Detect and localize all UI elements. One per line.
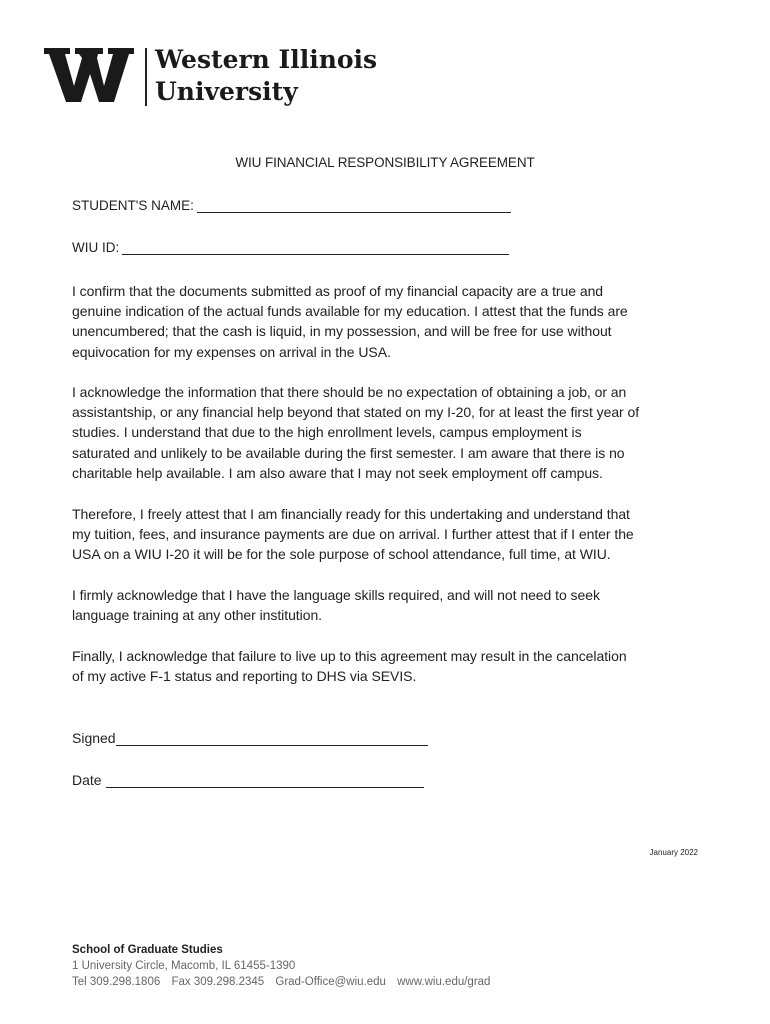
- student-name-blank[interactable]: [197, 200, 511, 213]
- wiu-id-label: WIU ID:: [72, 240, 120, 255]
- paragraph-line: I confirm that the documents submitted as proof of my financial capacity are a true and: [72, 283, 604, 299]
- paragraph-line: equivocation for my expenses on arrival in the USA.: [72, 343, 391, 360]
- signature-field[interactable]: [72, 730, 428, 746]
- logo-divider: [145, 48, 147, 106]
- paragraph-line: charitable help available. I am also aware that I may not seek employment off campus.: [72, 464, 603, 481]
- paragraph-line: studies. I understand that due to the high enrollment levels, campus employment is: [72, 424, 582, 441]
- footer-phone: Tel 309.298.1806: [72, 976, 161, 988]
- paragraph-line: I acknowledge the information that there should be no expectation of obtaining a job, or an: [72, 384, 627, 400]
- paragraph-line: USA on a WIU I-20 it will be for the sole purpose of school attendance, full time, at WIU.: [72, 546, 611, 563]
- footer-fax: Fax 309.298.2345: [171, 976, 265, 988]
- revision-date: January 2022: [649, 848, 698, 857]
- paragraph-line: genuine indication of the actual funds available for my education. I attest that the funds are: [72, 303, 628, 320]
- paragraph-line: I firmly acknowledge that I have the language skills required, and will not need to seek: [72, 587, 600, 603]
- signed-label: Signed: [72, 730, 116, 746]
- wiu-id-blank[interactable]: [122, 242, 509, 255]
- paragraph-line: Therefore, I freely attest that I am financially ready for this undertaking and understand that: [72, 506, 630, 522]
- paragraph-line: my tuition, fees, and insurance payments are due on arrival. I further attest that if I enter the: [72, 526, 634, 543]
- date-blank[interactable]: [106, 775, 424, 788]
- wiu-w-logo-icon: [44, 44, 134, 104]
- date-label: Date: [72, 772, 102, 788]
- document-title: WIU FINANCIAL RESPONSIBILITY AGREEMENT: [235, 155, 535, 170]
- paragraph-employment: [72, 382, 712, 483]
- paragraph-line: saturated and unlikely to be available during the first semester. I am aware that there is no: [72, 444, 625, 461]
- paragraph-financial-capacity: [72, 281, 712, 362]
- paragraph-language: [72, 585, 712, 625]
- date-field[interactable]: [72, 772, 424, 788]
- footer-office: School of Graduate Studies: [72, 944, 223, 956]
- wiu-id-field[interactable]: [72, 240, 509, 255]
- student-name-field[interactable]: [72, 198, 511, 213]
- paragraph-line: assistantship, or any financial help beyond that stated on my I-20, for at least the first year of: [72, 404, 640, 421]
- paragraph-line: language training at any other institution.: [72, 607, 323, 624]
- signature-blank[interactable]: [116, 733, 428, 746]
- student-name-label: STUDENT'S NAME:: [72, 198, 194, 213]
- page-footer: [72, 942, 498, 990]
- footer-email[interactable]: Grad-Office@wiu.edu: [275, 976, 386, 988]
- footer-address: 1 University Circle, Macomb, IL 61455-1390: [72, 960, 296, 972]
- paragraph-consequences: [72, 646, 712, 686]
- logo-line-2: University: [155, 77, 298, 106]
- logo-wordmark: [155, 44, 377, 108]
- paragraph-line: Finally, I acknowledge that failure to live up to this agreement may result in the cancelation: [72, 648, 627, 664]
- paragraph-attestation: [72, 504, 712, 565]
- paragraph-line: of my active F-1 status and reporting to DHS via SEVIS.: [72, 668, 417, 685]
- footer-contact: [72, 974, 498, 990]
- university-logo: [44, 44, 384, 114]
- footer-website[interactable]: www.wiu.edu/grad: [397, 976, 491, 988]
- logo-line-1: Western Illinois: [155, 45, 378, 74]
- paragraph-line: unencumbered; that the cash is liquid, in my possession, and will be free for use without: [72, 323, 612, 340]
